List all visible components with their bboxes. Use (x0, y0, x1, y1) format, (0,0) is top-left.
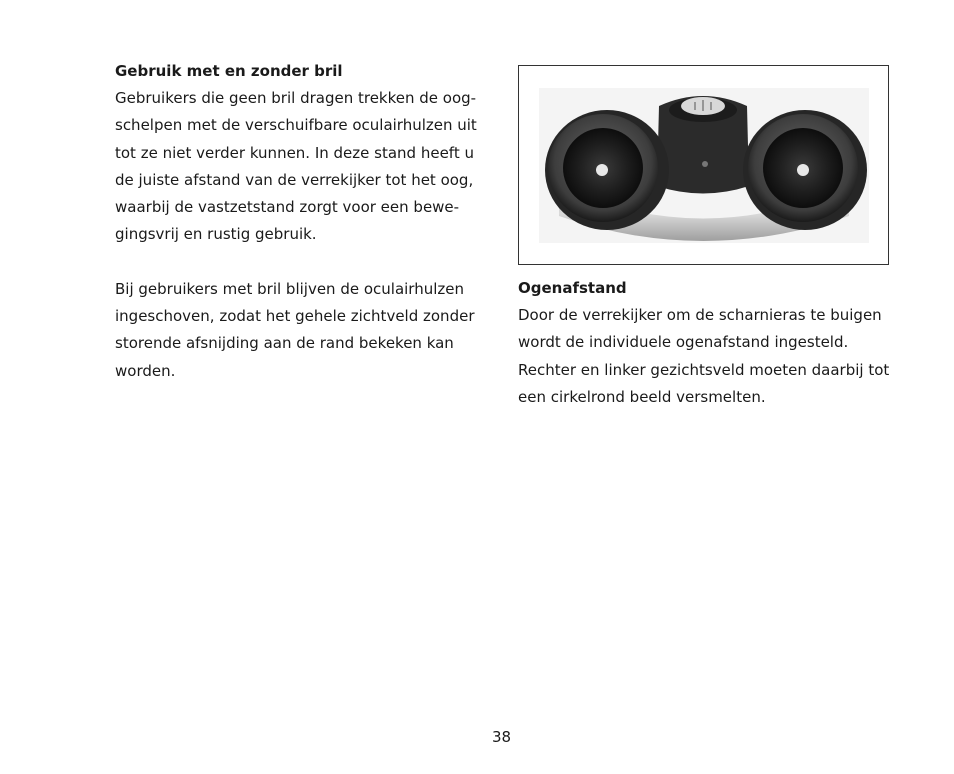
left-column (115, 58, 485, 385)
section-heading-eye-distance: Ogenafstand (518, 279, 627, 297)
paragraph-with-glasses: Bij gebruikers met bril blijven de oculairhulzen ingeschoven, zodat het gehele zichtveld zonder storende afsnijding aan de rand bekeken kan worden. (115, 279, 475, 380)
binoculars-figure (518, 65, 889, 265)
binoculars-illustration (519, 66, 888, 264)
section-heading-glasses: Gebruik met en zonder bril (115, 62, 343, 80)
paragraph-spacer (115, 249, 485, 276)
page-number: 38 (491, 728, 512, 746)
paragraph-eye-distance: Door de verrekijker om de scharnieras te buigen wordt de individuele ogenafstand ingesteld. Rechter en linker gezichtsveld moeten daarbij tot een cirkelrond beeld versmelten. (518, 306, 890, 406)
right-column (518, 65, 890, 411)
paragraph-without-glasses: Gebruikers die geen bril dragen trekken de oog- schelpen met de verschuifbare oculairhulzen uit tot ze niet verder kunnen. In deze stand heeft u de juiste afstand van de verrekijker tot het oog, waarbij de vastzetstand zorgt voor een bewe- gingsvrij en rustig gebruik. (115, 89, 477, 244)
